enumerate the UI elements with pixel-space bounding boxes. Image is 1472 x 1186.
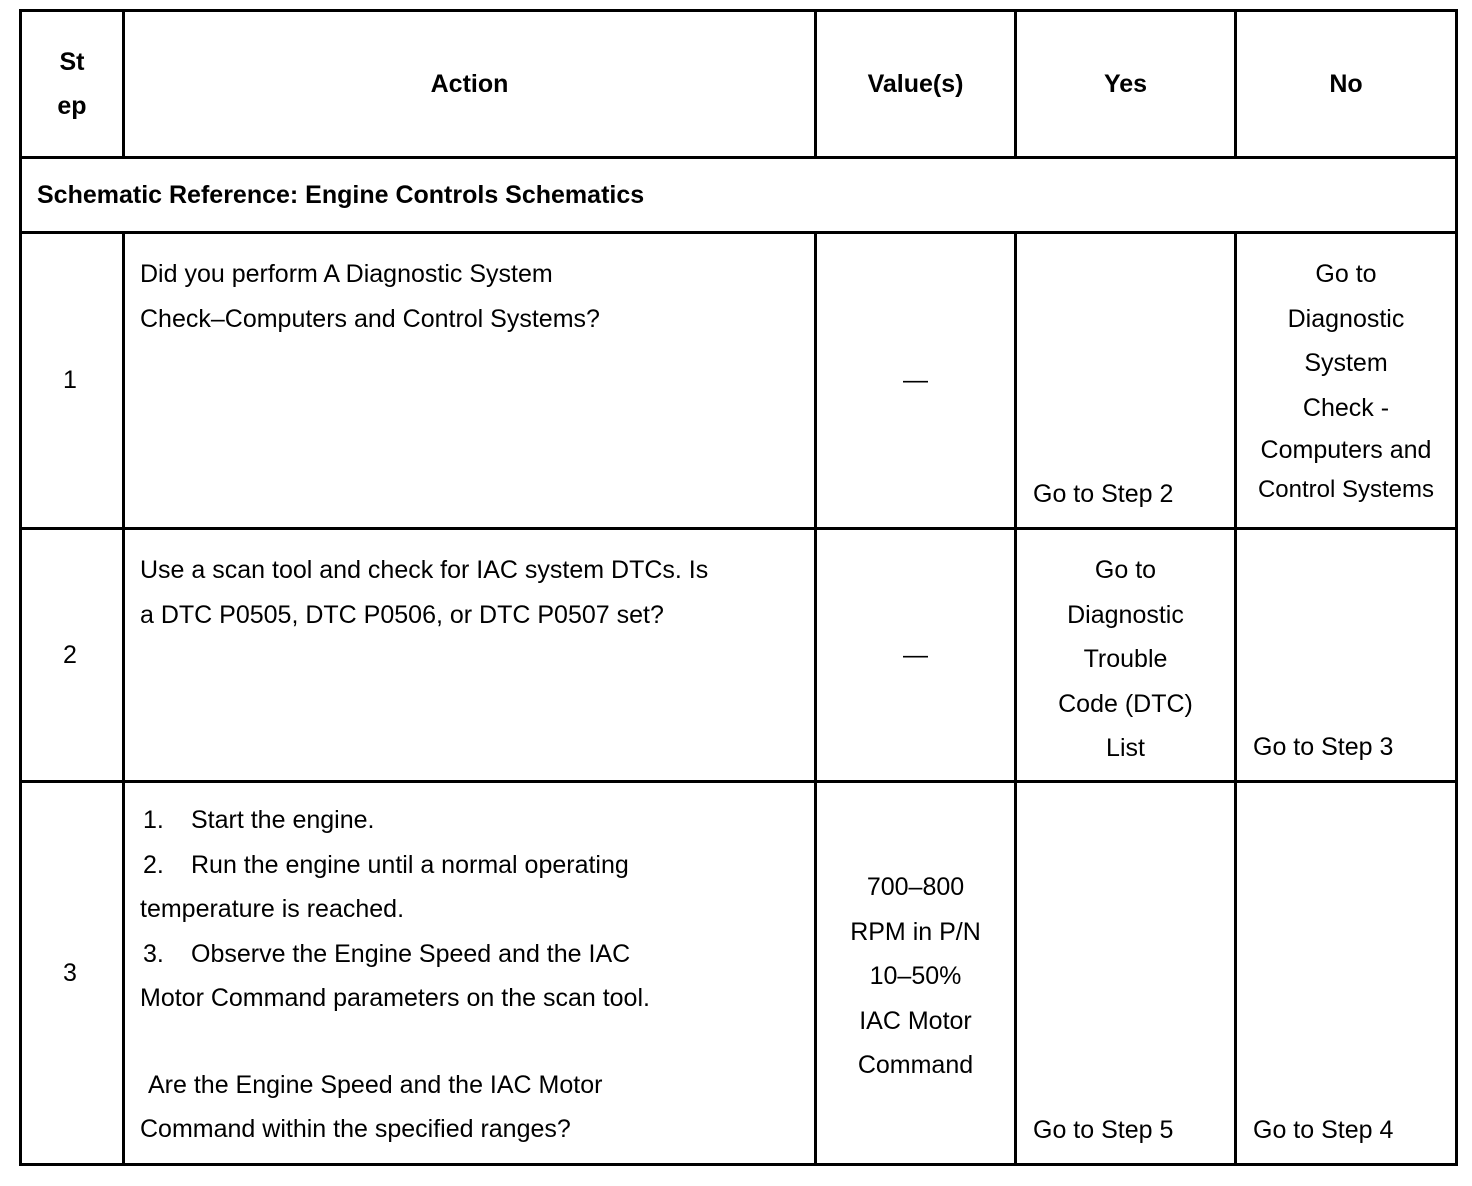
schematic-reference-row (21, 158, 1457, 233)
step-number-cell (21, 233, 124, 529)
yes-line[interactable]: Code (DTC) (1058, 689, 1193, 718)
no-line[interactable]: Check - (1302, 393, 1390, 422)
action-list-item (140, 843, 794, 888)
table-row (21, 529, 1457, 782)
value-line: Command (857, 1051, 974, 1079)
no-line[interactable]: System (1304, 349, 1388, 377)
step-number: 3 (63, 958, 77, 987)
header-yes: Yes (1016, 11, 1236, 158)
action-list-item (140, 932, 794, 977)
header-step (21, 11, 124, 158)
list-number: 1. (143, 806, 164, 834)
spacer (140, 1021, 794, 1063)
no-line[interactable]: Computers and (1260, 436, 1432, 464)
no-link[interactable]: Go to Step 3 (1253, 732, 1394, 761)
schematic-reference: Schematic Reference: Engine Controls Schematics (21, 158, 1457, 233)
diagnostic-table (19, 9, 1458, 1166)
value-text: — (903, 366, 928, 395)
yes-link[interactable]: Go to Step 2 (1033, 479, 1174, 508)
action-cell (124, 782, 816, 1165)
action-question-line: Command within the specified ranges? (140, 1115, 571, 1143)
yes-line[interactable]: List (1106, 734, 1145, 762)
header-action: Action (124, 11, 816, 158)
header-step-line-2: ep (57, 92, 87, 120)
value-line: RPM in P/N (850, 917, 981, 946)
value-cell (816, 782, 1016, 1165)
value-cell (816, 529, 1016, 782)
value-text: — (903, 640, 928, 669)
no-cell (1236, 782, 1457, 1165)
list-number: 2. (143, 850, 164, 879)
action-line: Did you perform A Diagnostic System (140, 260, 553, 288)
value-line: IAC Motor (859, 1006, 972, 1035)
no-cell (1236, 529, 1457, 782)
list-text: Start the engine. (191, 806, 375, 834)
yes-cell (1016, 233, 1236, 529)
list-text: Motor Command parameters on the scan tool. (140, 984, 650, 1012)
list-text: temperature is reached. (140, 895, 405, 923)
yes-cell (1016, 782, 1236, 1165)
step-number-cell (21, 529, 124, 782)
table-row (21, 782, 1457, 1165)
action-cell (124, 233, 816, 529)
yes-link[interactable]: Go to Step 5 (1033, 1115, 1174, 1144)
action-cell (124, 529, 816, 782)
action-question-line: Are the Engine Speed and the IAC Motor (148, 1070, 603, 1099)
header-no: No (1236, 11, 1457, 158)
yes-line[interactable]: Trouble (1083, 645, 1168, 673)
no-cell (1236, 233, 1457, 529)
action-list-item (140, 887, 794, 932)
value-cell (816, 233, 1016, 529)
table-row (21, 233, 1457, 529)
list-text: Observe the Engine Speed and the IAC (191, 939, 631, 968)
header-values: Value(s) (816, 11, 1016, 158)
action-line: Check–Computers and Control Systems? (140, 304, 600, 333)
no-link[interactable]: Go to Step 4 (1253, 1115, 1394, 1144)
action-line: a DTC P0505, DTC P0506, or DTC P0507 set? (140, 600, 664, 629)
list-text: Run the engine until a normal operating (191, 850, 629, 879)
no-line[interactable]: Control Systems (1257, 476, 1435, 503)
header-step-line-1: St (59, 47, 85, 76)
step-number: 1 (63, 366, 77, 395)
step-number: 2 (63, 640, 77, 669)
value-line: 700–800 (866, 873, 965, 901)
yes-cell (1016, 529, 1236, 782)
no-line[interactable]: Go to (1315, 260, 1377, 288)
action-list-item (140, 976, 794, 1021)
list-number: 3. (143, 939, 164, 968)
step-number-cell (21, 782, 124, 1165)
action-list-item (140, 798, 794, 843)
header-row (21, 11, 1457, 158)
value-line: 10–50% (869, 962, 962, 990)
no-line[interactable]: Diagnostic (1287, 304, 1405, 333)
yes-line[interactable]: Diagnostic (1067, 600, 1184, 629)
action-line: Use a scan tool and check for IAC system DTCs. Is (140, 556, 709, 584)
yes-line[interactable]: Go to (1094, 556, 1157, 584)
